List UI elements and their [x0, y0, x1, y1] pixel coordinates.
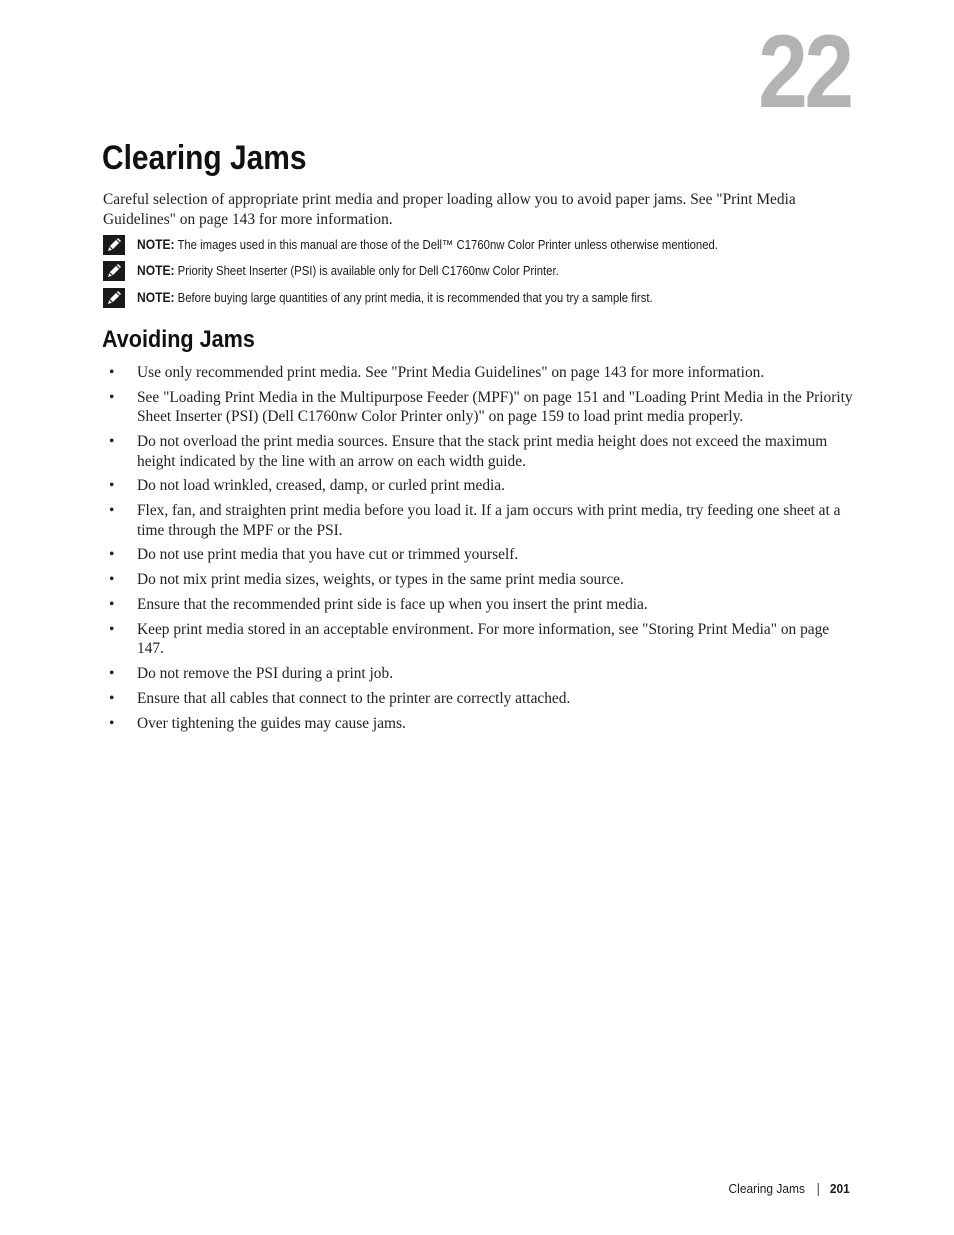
list-item-text: Ensure that the recommended print side is face up when you insert the print media.	[137, 596, 648, 614]
note-pencil-icon	[103, 235, 125, 255]
list-item	[103, 432, 855, 471]
list-item-text: Keep print media stored in an acceptable environment. For more information, see "Storing Print Media" on page 147.	[137, 620, 830, 658]
list-item-text: Ensure that all cables that connect to the printer are correctly attached.	[137, 689, 571, 707]
list-item	[103, 664, 855, 684]
list-item	[103, 620, 855, 659]
note-body: The images used in this manual are those of the Dell™ C1760nw Color Printer unless otherwise mentioned.	[177, 238, 719, 252]
note-1	[103, 235, 863, 257]
page-title: Clearing Jams	[102, 139, 307, 177]
list-item-text: Flex, fan, and straighten print media before you load it. If a jam occurs with print media, try feeding one sheet at a time through the MPF or the PSI.	[137, 502, 841, 539]
list-item	[103, 595, 855, 615]
list-item	[103, 714, 855, 734]
intro-paragraph: Careful selection of appropriate print media and proper loading allow you to avoid paper jams. See "Print Media Guidelines" on page 143 for more information.	[103, 191, 796, 228]
bullet-icon: •	[109, 477, 115, 495]
list-item	[103, 570, 855, 590]
bullet-icon: •	[109, 620, 115, 638]
note-body: Before buying large quantities of any print media, it is recommended that you try a sample first.	[177, 291, 653, 305]
chapter-number: 22	[758, 14, 851, 130]
bullet-icon: •	[109, 571, 115, 589]
note-label: NOTE:	[137, 237, 175, 252]
list-item	[103, 476, 855, 496]
footer-section-title: Clearing Jams	[728, 1181, 806, 1196]
bullet-icon: •	[109, 502, 115, 520]
list-item-text: Do not use print media that you have cut or trimmed yourself.	[137, 546, 519, 564]
bullet-icon: •	[109, 546, 115, 564]
list-item	[103, 363, 855, 383]
note-pencil-icon	[103, 288, 125, 308]
bullet-icon: •	[109, 665, 115, 683]
list-item-text: Over tightening the guides may cause jams.	[137, 714, 406, 732]
list-item-text: Do not overload the print media sources. Ensure that the stack print media height does not exceed the maximum height indicated by the line with an arrow on each width guide.	[137, 433, 828, 470]
note-pencil-icon	[103, 261, 125, 281]
note-text	[137, 261, 559, 281]
bullet-icon: •	[109, 364, 115, 381]
list-item	[103, 545, 855, 565]
list-item	[103, 501, 855, 540]
bullet-icon: •	[109, 596, 115, 614]
list-item-text: Do not load wrinkled, creased, damp, or curled print media.	[137, 477, 505, 495]
list-item-text: Do not mix print media sizes, weights, or types in the same print media source.	[137, 571, 624, 589]
bullet-icon: •	[109, 714, 115, 732]
bullet-list	[103, 363, 855, 739]
note-body: Priority Sheet Inserter (PSI) is available only for Dell C1760nw Color Printer.	[177, 264, 559, 278]
note-text	[137, 288, 653, 308]
page-number: 201	[830, 1181, 850, 1196]
bullet-icon: •	[109, 433, 115, 451]
bullet-icon: •	[109, 689, 115, 707]
note-text	[137, 235, 718, 255]
list-item-text: Do not remove the PSI during a print job.	[137, 665, 394, 683]
note-2	[103, 261, 863, 283]
list-item	[103, 388, 855, 427]
note-label: NOTE:	[137, 263, 175, 278]
page-footer	[729, 1180, 850, 1198]
note-3	[103, 288, 863, 310]
list-item-text: Use only recommended print media. See "Print Media Guidelines" on page 143 for more information.	[137, 364, 765, 381]
footer-divider	[818, 1183, 819, 1196]
note-label: NOTE:	[137, 290, 175, 305]
section-heading: Avoiding Jams	[102, 326, 255, 353]
list-item	[103, 689, 855, 709]
list-item-text: See "Loading Print Media in the Multipurpose Feeder (MPF)" on page 151 and "Loading Print Media in the Priority Sheet Inserter (PSI) (Dell C1760nw Color Printer only)" on page 159 to load print media properly.	[137, 388, 853, 426]
bullet-icon: •	[109, 388, 115, 406]
